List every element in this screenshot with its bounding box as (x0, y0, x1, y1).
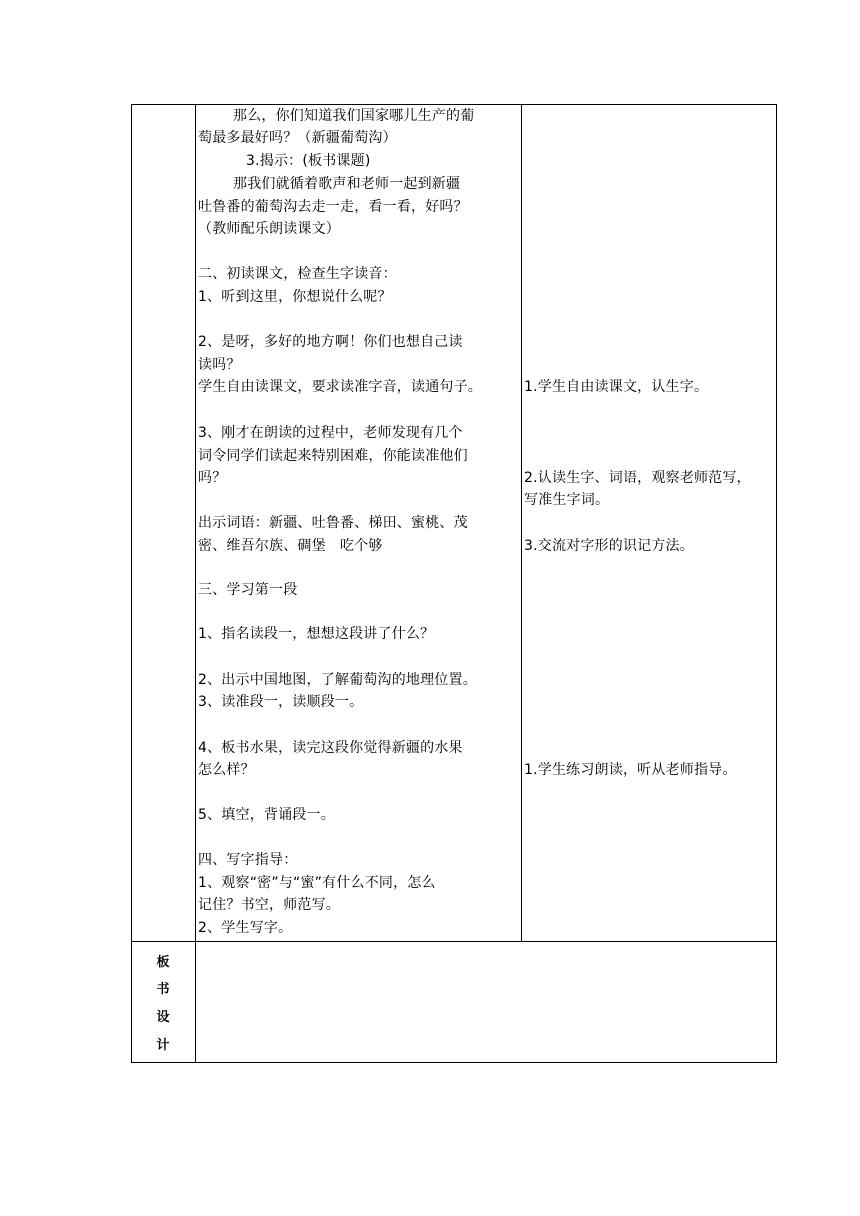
student-line: 写准生字词。 (524, 492, 610, 508)
main-line: 出示词语：新疆、吐鲁番、梯田、蜜桃、茂 (198, 515, 468, 531)
main-line: 吗？ (198, 470, 227, 486)
main-line: 吐鲁番的葡萄沟去走一走，看一看，好吗？ (198, 199, 468, 215)
main-line: 萄最多最好吗？（新疆葡萄沟） (198, 130, 397, 146)
main-line: 密、维吾尔族、碉堡 吃个够 (198, 538, 383, 554)
main-line: 2、是呀，多好的地方啊！你们也想自己读 (198, 334, 463, 350)
column-divider-right (521, 104, 522, 942)
main-line: 2、学生写字。 (198, 920, 293, 936)
main-line: 那我们就循着歌声和老师一起到新疆 (233, 176, 461, 192)
column-divider-left (195, 104, 196, 1063)
main-line: 读吗？ (198, 357, 241, 373)
board-design-label-char: 设 (156, 1010, 170, 1025)
board-design-label-char: 板 (156, 955, 170, 970)
main-line: 记住？书空，师范写。 (198, 897, 340, 913)
main-line: 3.揭示：(板书课题) (246, 153, 371, 169)
main-line: 3、刚才在朗读的过程中，老师发现有几个 (198, 425, 463, 441)
main-line: 1、观察“密”与“蜜”有什么不同，怎么 (198, 875, 436, 891)
main-line: 二、初读课文，检查生字读音： (198, 266, 397, 282)
main-line: 那么，你们知道我们国家哪儿生产的葡 (233, 108, 475, 124)
main-line: 4、板书水果，读完这段你觉得新疆的水果 (198, 740, 463, 756)
board-design-label-char: 书 (156, 982, 170, 997)
student-line: 2.认读生字、词语，观察老师范写， (524, 470, 751, 486)
main-line: 四、写字指导： (198, 852, 298, 868)
main-line: 词令同学们读起来特别困难，你能读准他们 (198, 448, 468, 464)
main-line: 1、指名读段一，想想这段讲了什么？ (198, 626, 435, 642)
student-line: 1.学生练习朗读，听从老师指导。 (524, 762, 737, 778)
student-line: 3.交流对字形的识记方法。 (524, 538, 694, 554)
student-line: 1.学生自由读课文，认生字。 (524, 379, 709, 395)
main-line: （教师配乐朗读课文） (198, 221, 340, 237)
board-design-label-char: 计 (156, 1038, 170, 1053)
row-divider (131, 941, 777, 942)
main-line: 5、填空，背诵段一。 (198, 807, 335, 823)
main-line: 3、读准段一，读顺段一。 (198, 694, 364, 710)
main-line: 怎么样？ (198, 762, 255, 778)
main-line: 1、听到这里，你想说什么呢？ (198, 289, 392, 305)
main-line: 学生自由读课文，要求读准字音，读通句子。 (198, 379, 482, 395)
main-line: 三、学习第一段 (198, 582, 298, 598)
main-line: 2、出示中国地图，了解葡萄沟的地理位置。 (198, 672, 477, 688)
